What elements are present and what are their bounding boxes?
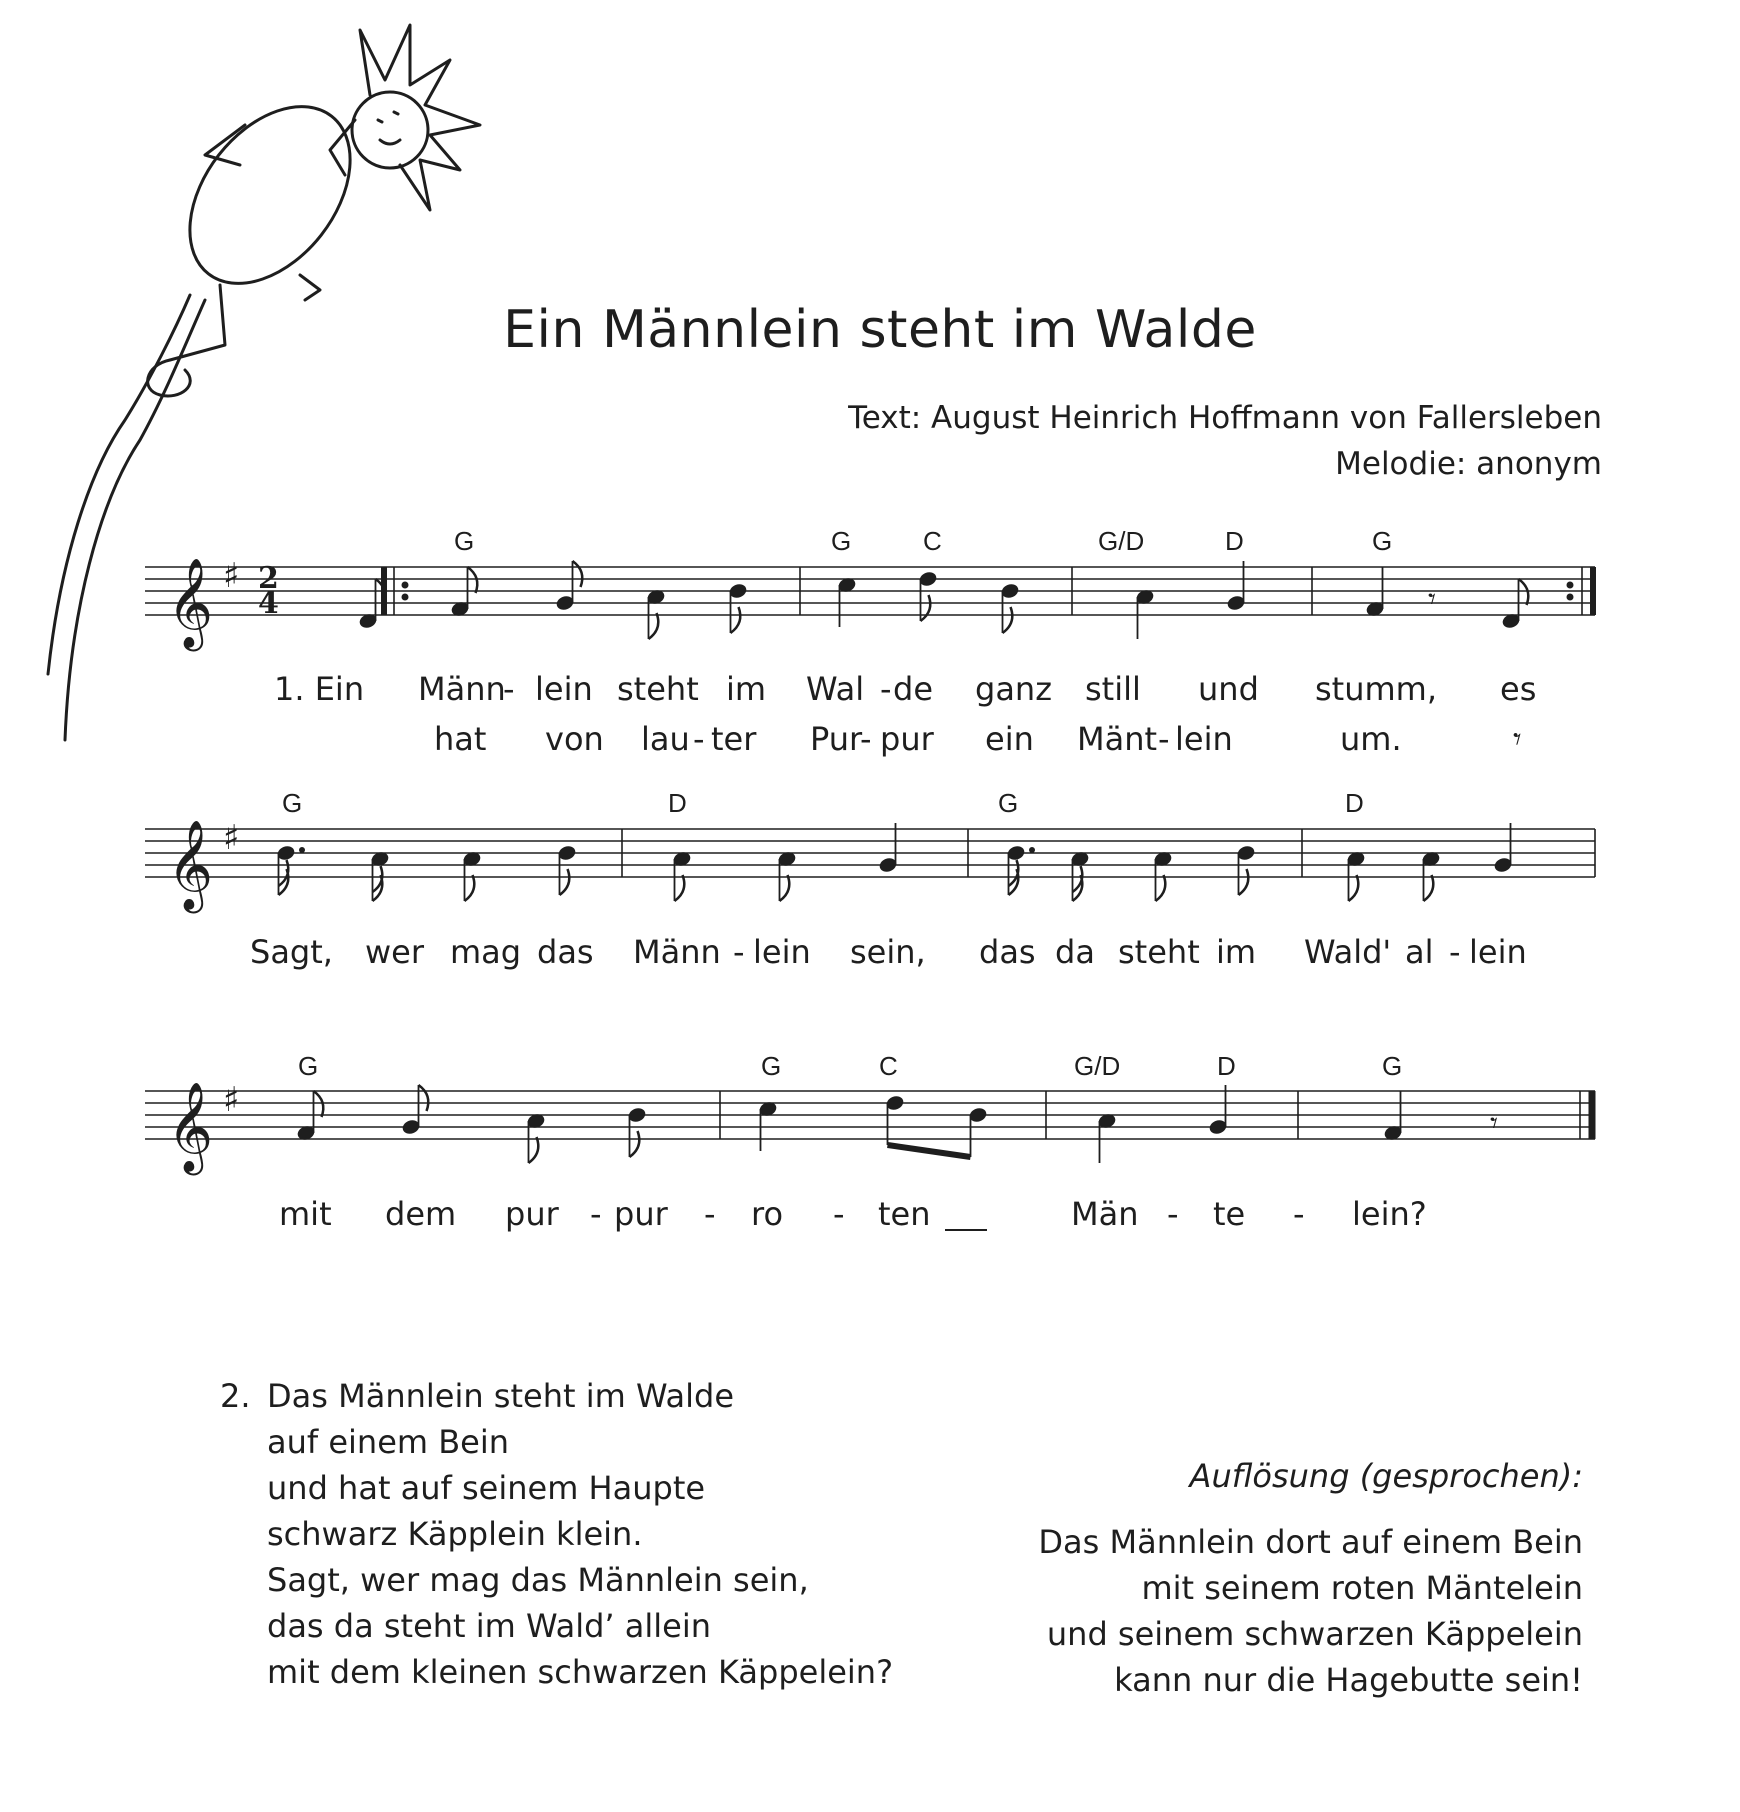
lyric-syllable: ganz — [975, 670, 1052, 708]
lyric-syllable: lau — [641, 720, 690, 758]
score-system-3 — [145, 1080, 1595, 1176]
lyric-syllable: Wal — [806, 670, 865, 708]
sharp-key-signature-icon: ♯ — [223, 818, 240, 858]
note-flag — [1003, 607, 1013, 633]
note-flag — [780, 875, 790, 901]
time-signature-bottom: 4 — [258, 586, 279, 621]
lyric-syllable: steht — [1118, 933, 1200, 971]
score-system-2 — [145, 818, 1595, 914]
lyric-syllable: im — [1216, 933, 1257, 971]
lyric-syllable: Sagt, — [250, 933, 333, 971]
lyric-syllable: Pur — [810, 720, 863, 758]
note-flag — [1349, 875, 1359, 901]
lyric-syllable: - — [1293, 1195, 1305, 1233]
lyric-syllable: von — [545, 720, 604, 758]
page-title: Ein Männlein steht im Walde — [503, 300, 1257, 360]
note-flag — [529, 1137, 539, 1163]
lyric-syllable: 𝄾 — [1513, 720, 1522, 758]
note-flag — [465, 875, 475, 901]
chord-symbol: C — [923, 526, 942, 556]
repeat-dot — [402, 582, 409, 589]
chord-symbol: G — [454, 526, 475, 556]
lyric-syllable: um. — [1340, 720, 1402, 758]
solution-line: Das Männlein dort auf einem Bein — [1038, 1523, 1583, 1561]
melisma-extender-line — [945, 1229, 987, 1231]
lyric-syllable: dem — [385, 1195, 457, 1233]
solution-line: kann nur die Hagebutte sein! — [1114, 1661, 1583, 1699]
verse2-line: und hat auf seinem Haupte — [267, 1469, 706, 1507]
lyric-syllable: lein — [1175, 720, 1233, 758]
lyric-syllable: - — [833, 1195, 845, 1233]
chord-symbol: G — [282, 788, 303, 818]
solution-line: und seinem schwarzen Käppelein — [1046, 1615, 1583, 1653]
note-flag — [649, 613, 659, 639]
note-flag — [468, 567, 478, 593]
verse2-line: Sagt, wer mag das Männlein sein, — [267, 1561, 809, 1599]
lyric-syllable: das — [979, 933, 1036, 971]
lyric-syllable: - — [1449, 933, 1461, 971]
verse2-line: mit dem kleinen schwarzen Käppelein? — [267, 1653, 894, 1691]
sharp-key-signature-icon: ♯ — [223, 556, 240, 596]
chord-symbol: G/D — [1074, 1051, 1121, 1081]
sharp-key-signature-icon: ♯ — [223, 1080, 240, 1120]
lyric-syllable: pur — [505, 1195, 559, 1233]
lyric-syllable: stumm, — [1315, 670, 1438, 708]
note-flag — [573, 561, 583, 587]
lyric-syllable: 1. Ein — [274, 670, 365, 708]
lyric-syllable: ein — [985, 720, 1034, 758]
treble-clef-icon: 𝄞 — [167, 558, 214, 648]
verse2-line: Das Männlein steht im Walde — [267, 1377, 735, 1415]
lyric-syllable: Mänt — [1077, 720, 1158, 758]
chord-symbol: G/D — [1098, 526, 1145, 556]
lyric-syllable: - — [590, 1195, 602, 1233]
lyric-syllable: ter — [711, 720, 757, 758]
lyric-syllable: mit — [279, 1195, 332, 1233]
verse2-line: das da steht im Wald’ allein — [267, 1607, 711, 1645]
eighth-rest-icon: 𝄾 — [1490, 1106, 1498, 1141]
solution-heading: Auflösung (gesprochen): — [1189, 1457, 1583, 1495]
note-flag — [731, 607, 741, 633]
lyric-syllable: Wald' — [1304, 933, 1392, 971]
augmentation-dot — [1029, 847, 1035, 853]
lyric-syllable: al — [1405, 933, 1434, 971]
note-flag — [675, 875, 685, 901]
lyric-syllable: still — [1085, 670, 1141, 708]
lyric-syllable: - — [880, 670, 892, 708]
lyric-syllable: im — [726, 670, 767, 708]
lyric-syllable: sein, — [850, 933, 926, 971]
verse2-line: auf einem Bein — [267, 1423, 510, 1461]
note-flag — [630, 1131, 640, 1157]
lyric-syllable: Männ — [418, 670, 506, 708]
repeat-dot — [1567, 582, 1574, 589]
note-flag — [314, 1091, 324, 1117]
lyric-syllable: ro — [751, 1195, 784, 1233]
lyric-syllable: - — [704, 1195, 716, 1233]
verse2-line: schwarz Käpplein klein. — [267, 1515, 643, 1553]
note-flag — [1239, 869, 1249, 895]
lyric-syllable: - — [503, 670, 515, 708]
lyric-syllable: es — [1500, 670, 1537, 708]
lyric-syllable: wer — [365, 933, 425, 971]
note-flag — [419, 1085, 429, 1111]
lyric-syllable: lein? — [1352, 1195, 1427, 1233]
lyric-syllable: - — [733, 933, 745, 971]
lyric-syllable: pur — [614, 1195, 668, 1233]
repeat-dot — [402, 594, 409, 601]
chord-symbol: G — [1382, 1051, 1403, 1081]
note-flag — [1519, 579, 1529, 605]
note-flag — [560, 869, 570, 895]
lyric-syllable: Männ — [633, 933, 721, 971]
chord-symbol: D — [1217, 1051, 1236, 1081]
treble-clef-icon: 𝄞 — [167, 820, 214, 910]
augmentation-dot — [299, 847, 305, 853]
solution-line: mit seinem roten Mäntelein — [1141, 1569, 1583, 1607]
lyric-syllable: lein — [1469, 933, 1527, 971]
note-beam — [888, 1145, 971, 1157]
chord-symbol: G — [298, 1051, 319, 1081]
verse2-number: 2. — [220, 1377, 251, 1415]
note-flag — [1424, 875, 1434, 901]
chord-symbol: D — [668, 788, 687, 818]
chord-symbol: D — [1225, 526, 1244, 556]
lyric-syllable: - — [693, 720, 705, 758]
lyric-syllable: da — [1055, 933, 1095, 971]
note-flag — [1156, 875, 1166, 901]
lyric-syllable: und — [1198, 670, 1259, 708]
time-signature-top: 2 — [258, 561, 279, 596]
chord-symbol: G — [998, 788, 1019, 818]
lyric-syllable: lein — [535, 670, 593, 708]
lyric-syllable: ten — [878, 1195, 931, 1233]
lyric-syllable: de — [893, 670, 933, 708]
chord-symbol: D — [1345, 788, 1364, 818]
lyric-syllable: te — [1213, 1195, 1246, 1233]
melody-credit: Melodie: anonym — [1335, 446, 1602, 482]
lyric-syllable: - — [1158, 720, 1170, 758]
lyric-syllable: mag — [450, 933, 522, 971]
chord-symbol: G — [761, 1051, 782, 1081]
repeat-dot — [1567, 594, 1574, 601]
chord-symbol: G — [831, 526, 852, 556]
chord-symbol: C — [879, 1051, 898, 1081]
lyric-syllable: Män — [1071, 1195, 1139, 1233]
lyric-syllable: lein — [753, 933, 811, 971]
lyricist-credit: Text: August Heinrich Hoffmann von Fallersleben — [848, 400, 1602, 436]
chord-symbol: G — [1372, 526, 1393, 556]
score-system-1 — [145, 556, 1595, 652]
eighth-rest-icon: 𝄾 — [1428, 582, 1436, 617]
lyric-syllable: pur — [880, 720, 934, 758]
lyric-syllable: das — [537, 933, 594, 971]
note-flag — [921, 595, 931, 621]
treble-clef-icon: 𝄞 — [167, 1082, 214, 1172]
lyric-syllable: - — [1167, 1195, 1179, 1233]
lyric-syllable: hat — [434, 720, 487, 758]
lyric-syllable: steht — [617, 670, 699, 708]
lyric-syllable: - — [860, 720, 872, 758]
